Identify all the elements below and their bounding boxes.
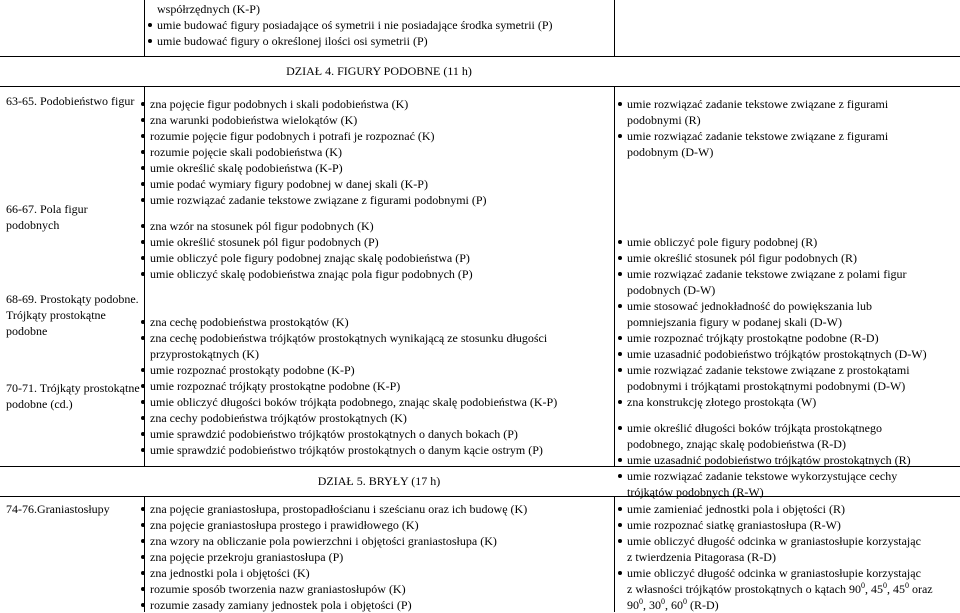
list-item: umie stosować jednokładność do powiększania lub pomniejszania figury w podanej skali (D-W) xyxy=(618,298,958,330)
list-item: umie rozwiązać zadanie tekstowe związane z figurami podobnymi (R) xyxy=(618,96,958,128)
bullet-icon xyxy=(141,166,145,170)
bullet-icon xyxy=(141,150,145,154)
list-item: zna cechę podobieństwa prostokątów (K) xyxy=(141,314,611,330)
list-item: umie uzasadnić podobieństwo trójkątów prostokątnych (D-W) xyxy=(618,346,958,362)
list-item: umie obliczyć pole figury podobnej (R) xyxy=(618,234,958,250)
list-item: umie określić stosunek pól figur podobnych (R) xyxy=(618,250,958,266)
bullet-icon xyxy=(618,102,622,106)
bullet-icon xyxy=(141,272,145,276)
list-item: zna pojęcie graniastosłupa, prostopadłościanu i sześcianu oraz ich budowę (K) xyxy=(141,501,611,517)
lesson-title: 70-71. Trójkąty prostokątne podobne (cd.) xyxy=(6,381,140,411)
list-item: zna jednostki pola i objętości (K) xyxy=(141,565,611,581)
bullet-icon xyxy=(141,240,145,244)
table-col-2 xyxy=(614,86,615,466)
bullet-icon xyxy=(618,523,622,527)
list-item: umie budować figury posiadające oś symetrii i nie posiadające środka symetrii (P) xyxy=(148,17,608,33)
bullet-icon xyxy=(141,432,145,436)
list-item: zna pojęcie przekroju graniastosłupa (P) xyxy=(141,549,611,565)
bullet-icon xyxy=(618,507,622,511)
table-col-2b xyxy=(614,496,615,612)
bullet-icon xyxy=(141,571,145,575)
requirements-extended xyxy=(618,501,958,613)
bullet-icon xyxy=(141,400,145,404)
list-item: umie obliczyć długość odcinka w graniastosłupie korzystając xyxy=(618,565,958,581)
bullet-icon xyxy=(141,448,145,452)
bullet-icon xyxy=(141,523,145,527)
lesson-title: 68-69. Prostokąty podobne. Trójkąty prostokątne podobne xyxy=(6,292,139,338)
table-hline-1 xyxy=(0,56,960,57)
list-item: rozumie pojęcie figur podobnych i potrafi je rozpoznać (K) xyxy=(141,128,611,144)
requirements-basic xyxy=(141,96,611,458)
list-item: umie obliczyć pole figury podobnej znając skalę podobieństwa (P) xyxy=(141,250,611,266)
bullet-icon xyxy=(141,336,145,340)
list-item: umie zamieniać jednostki pola i objętości (R) xyxy=(618,501,958,517)
bullet-icon xyxy=(141,368,145,372)
list-item: umie podać wymiary figury podobnej w danej skali (K-P) xyxy=(141,176,611,192)
bullet-icon xyxy=(141,134,145,138)
list-item: umie rozwiązać zadanie tekstowe związane z prostokątami podobnymi i trójkątami prostokątnymi podobnymi (D-W) xyxy=(618,362,958,394)
bullet-icon xyxy=(141,603,145,607)
bullet-icon xyxy=(141,507,145,511)
bullet-icon xyxy=(618,458,622,462)
list-item: umie rozpoznać siatkę graniastosłupa (R-W) xyxy=(618,517,958,533)
bullet-icon xyxy=(141,224,145,228)
bullet-icon xyxy=(618,336,622,340)
list-item: umie rozwiązać zadanie tekstowe związane z figurami podobnym (D-W) xyxy=(618,128,958,160)
lesson-title: 74-76.Graniastosłupy xyxy=(6,502,110,516)
list-spacer xyxy=(141,282,611,314)
list-spacer xyxy=(141,208,611,218)
list-item: rozumie pojęcie skali podobieństwa (K) xyxy=(141,144,611,160)
bullet-icon xyxy=(141,384,145,388)
list-item: zna wzory na obliczanie pola powierzchni i objętości graniastosłupa (K) xyxy=(141,533,611,549)
list-item: zna pojęcie graniastosłupa prostego i prawidłowego (K) xyxy=(141,517,611,533)
bullet-icon xyxy=(618,304,622,308)
list-item: umie obliczyć długość odcinka w graniastosłupie korzystając z twierdzenia Pitagorasa (R-D) xyxy=(618,533,958,565)
list-item: zna cechy podobieństwa trójkątów prostokątnych (K) xyxy=(141,410,611,426)
list-item: umie określić długości boków trójkąta prostokątnego podobnego, znając skalę podobieństwa (R-D) xyxy=(618,420,958,452)
bullet-icon xyxy=(141,256,145,260)
bullet-icon xyxy=(141,539,145,543)
list-item: umie budować figury o określonej ilości osi symetrii (P) xyxy=(148,33,608,49)
list-item: zna warunki podobieństwa wielokątów (K) xyxy=(141,112,611,128)
list-item: umie obliczyć skalę podobieństwa znając pola figur podobnych (P) xyxy=(141,266,611,282)
bullet-icon xyxy=(618,134,622,138)
bullet-icon xyxy=(141,587,145,591)
lesson-title: 63-65. Podobieństwo figur xyxy=(6,94,135,108)
bullet-icon xyxy=(618,272,622,276)
bullet-icon xyxy=(141,416,145,420)
list-item: zna wzór na stosunek pól figur podobnych (K) xyxy=(141,218,611,234)
bullet-icon xyxy=(618,571,622,575)
bullet-icon xyxy=(141,555,145,559)
requirements-extended xyxy=(618,96,958,500)
list-item: umie uzasadnić podobieństwo trójkątów prostokątnych (R) xyxy=(618,452,958,468)
bullet-icon xyxy=(618,474,622,478)
top-item-plain: współrzędnych (K-P) xyxy=(157,2,260,16)
list-item: umie rozpoznać trójkąty prostokątne podobne (R-D) xyxy=(618,330,958,346)
requirements-basic xyxy=(141,501,611,613)
bullet-icon xyxy=(618,426,622,430)
list-item: umie rozwiązać zadanie tekstowe związane z figurami podobnymi (P) xyxy=(141,192,611,208)
bullet-icon xyxy=(618,400,622,404)
bullet-icon xyxy=(141,118,145,122)
list-item: umie obliczyć długości boków trójkąta podobnego, znając skalę podobieństwa (K-P) xyxy=(141,394,611,410)
bullet-icon xyxy=(141,320,145,324)
list-item: umie sprawdzić podobieństwo trójkątów prostokątnych o danych bokach (P) xyxy=(141,426,611,442)
bullet-icon xyxy=(618,539,622,543)
bullet-icon xyxy=(618,240,622,244)
bullet-icon xyxy=(618,368,622,372)
list-item: rozumie zasady zamiany jednostek pola i objętości (P) xyxy=(141,597,611,613)
list-item: rozumie sposób tworzenia nazw graniastosłupów (K) xyxy=(141,581,611,597)
list-item: umie określić stosunek pól figur podobnych (P) xyxy=(141,234,611,250)
table-border-left-top xyxy=(144,0,145,56)
bullet-icon xyxy=(141,198,145,202)
table-border-right-top xyxy=(614,0,615,56)
lesson-title: 66-67. Pola figur podobnych xyxy=(6,202,88,232)
list-item: umie rozpoznać prostokąty podobne (K-P) xyxy=(141,362,611,378)
bullet-icon xyxy=(141,102,145,106)
list-item: umie rozpoznać trójkąty prostokątne podobne (K-P) xyxy=(141,378,611,394)
lesson-cell xyxy=(6,93,140,412)
section-title: DZIAŁ 5. BRYŁY (17 h) xyxy=(317,474,441,488)
list-spacer xyxy=(618,160,958,234)
list-item: zna cechę podobieństwa trójkątów prostokątnych wynikającą ze stosunku długości przyprostokątnych (K) xyxy=(141,330,611,362)
bullet-icon xyxy=(618,256,622,260)
list-item: umie określić skalę podobieństwa (K-P) xyxy=(141,160,611,176)
list-item: umie sprawdzić podobieństwo trójkątów prostokątnych o danym kącie ostrym (P) xyxy=(141,442,611,458)
list-item: zna konstrukcję złotego prostokąta (W) xyxy=(618,394,958,410)
bullet-icon xyxy=(618,352,622,356)
section-title: DZIAŁ 4. FIGURY PODOBNE (11 h) xyxy=(286,64,472,78)
top-continuation xyxy=(148,1,608,49)
list-item: umie rozwiązać zadanie tekstowe związane z polami figur podobnych (D-W) xyxy=(618,266,958,298)
list-spacer xyxy=(618,410,958,420)
list-item: umie rozwiązać zadanie tekstowe wykorzystujące cechy trójkątów podobnych (R-W) xyxy=(618,468,958,500)
list-item: zna pojęcie figur podobnych i skali podobieństwa (K) xyxy=(141,96,611,112)
list-item-continuation: z własności trójkątów prostokątnych o kątach $90^0$, $45^0$, $45^0$ oraz xyxy=(627,581,933,596)
bullet-icon xyxy=(141,182,145,186)
list-item-continuation: $90^0$, $30^0$, $60^0$ (R-D) xyxy=(627,597,719,612)
